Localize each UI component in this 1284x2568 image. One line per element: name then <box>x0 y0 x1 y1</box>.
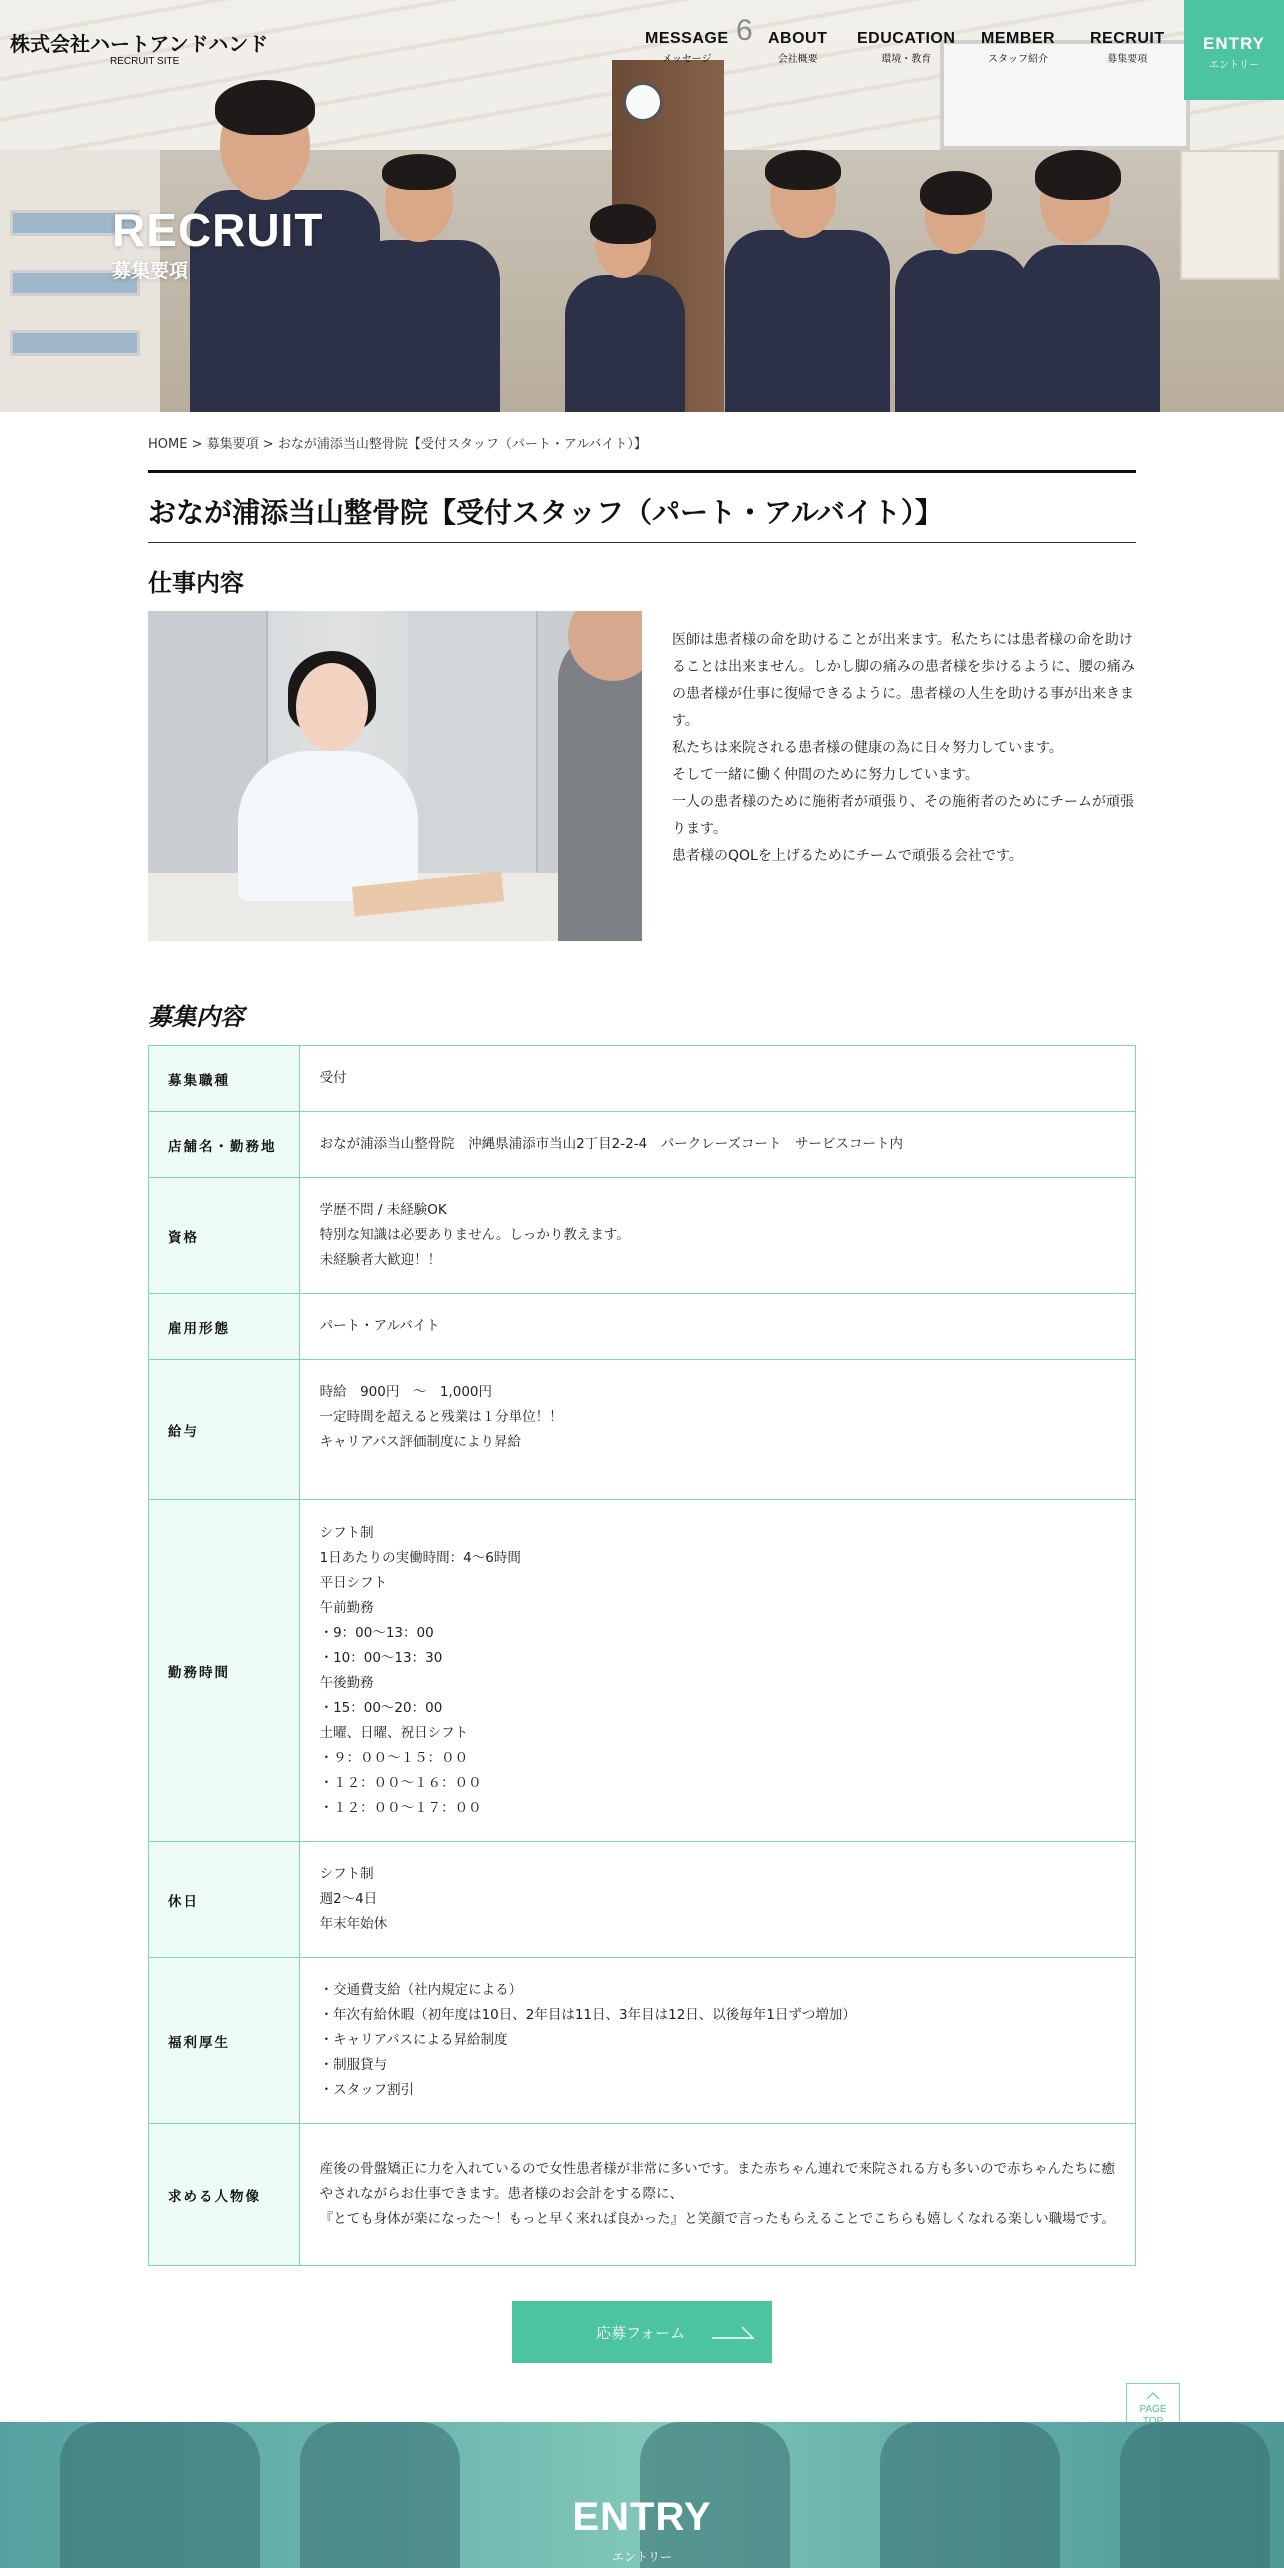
recruit-heading: 募集内容 <box>148 1003 244 1031</box>
nav-label-en: EDUCATION <box>857 30 956 47</box>
recruit-table-row <box>149 1178 1136 1294</box>
nav-education[interactable] <box>857 30 955 65</box>
recruit-table-row <box>149 1500 1136 1842</box>
hero-poster <box>1180 150 1280 280</box>
job-photo <box>148 611 642 941</box>
recruit-table-value-line: 未経験者大歓迎！！ <box>319 1252 442 1268</box>
recruit-table-value-line: シフト制 <box>319 1866 374 1882</box>
recruit-table-value-line: ・10：00～13：30 <box>319 1649 443 1666</box>
recruit-table-label: 福利厚生 <box>149 1958 300 2124</box>
nav-about[interactable] <box>768 30 827 65</box>
job-description <box>672 627 1136 870</box>
recruit-table-label: 求める人物像 <box>149 2124 300 2266</box>
breadcrumb-current: おなが浦添当山整骨院【受付スタッフ（パート・アルバイト）】 <box>277 437 647 452</box>
company-name: 株式会社ハートアンドハンド <box>10 32 269 56</box>
arrow-right-icon <box>712 2325 754 2339</box>
recruit-table-value-line: 年末年始休 <box>319 1916 388 1932</box>
breadcrumb-home[interactable]: HOME <box>148 437 188 452</box>
header-entry-button[interactable] <box>1184 0 1284 100</box>
job-description-paragraph: 私たちは来院される患者様の健康の為に日々努力しています。 <box>672 740 1063 756</box>
recruit-table-value <box>299 2124 1135 2266</box>
recruit-table-value-line: シフト制 <box>319 1524 374 1541</box>
recruit-table-value-line: 時給 900円 ～ 1,000円 <box>319 1383 492 1400</box>
hero-person <box>720 150 890 412</box>
entry-label-ja: エントリー <box>1209 60 1259 71</box>
nav-member[interactable] <box>981 30 1055 65</box>
recruit-table-value-line: ・15：00～20：00 <box>319 1699 443 1716</box>
global-nav <box>0 30 1284 70</box>
nav-label-ja: 募集要項 <box>1107 54 1148 65</box>
entry-banner-title[interactable]: ENTRY <box>572 2495 712 2539</box>
recruit-table-value-line: ・キャリアパスによる昇給制度 <box>319 2032 508 2048</box>
recruit-table-value <box>299 1842 1135 1958</box>
nav-recruit[interactable] <box>1090 30 1165 65</box>
recruit-table-value-line: ・交通費支給（社内規定による） <box>319 1982 523 1998</box>
recruit-table-value-line: 土曜、日曜、祝日シフト <box>319 1724 469 1741</box>
hero-shelf <box>10 330 140 356</box>
recruit-table-value-line: 一定時間を超えると残業は１分単位！！ <box>319 1408 563 1425</box>
recruit-table-value-line: 学歴不問 / 未経験OK <box>319 1202 447 1218</box>
recruit-table-value-line: ・制服貸与 <box>319 2057 388 2073</box>
recruit-table-label: 募集職種 <box>149 1046 300 1112</box>
recruit-table-value-line: 1日あたりの実働時間：4～6時間 <box>319 1549 521 1566</box>
recruit-table-row <box>149 1360 1136 1500</box>
nav-label-en: MESSAGE <box>645 30 729 47</box>
recruit-table <box>148 1045 1136 2266</box>
nav-label-ja: 環境・教育 <box>881 54 932 65</box>
recruit-table-value-line: 午後勤務 <box>319 1674 374 1691</box>
recruit-table-value-line: 産後の骨盤矯正に力を入れているので女性患者様が非常に多いです。また赤ちゃん連れで来院される方も多いので赤ちゃんたちに癒やされながらお仕事できます。患者様のお会計をする際に、 <box>319 2161 1115 2202</box>
recruit-table-value <box>299 1500 1135 1842</box>
photo-nurse <box>238 751 418 901</box>
recruit-table-value-line: 『とても身体が楽になった～！もっと早く来れば良かった』と笑顔で言ったもらえることでこちらも嬉しくなれる楽しい職場です。 <box>319 2211 1115 2227</box>
hero-subtitle: 募集要項 <box>112 260 189 282</box>
page-title: おなが浦添当山整骨院【受付スタッフ（パート・アルバイト）】 <box>148 496 943 529</box>
recruit-table-value <box>299 1112 1135 1178</box>
page-title-box <box>148 470 1136 543</box>
recruit-table-row <box>149 1842 1136 1958</box>
photo-nurse-face <box>296 663 368 751</box>
hero-person <box>340 160 500 412</box>
nav-label-ja: 会社概要 <box>777 54 818 65</box>
breadcrumb-separator: > <box>191 437 203 452</box>
recruit-table-value <box>299 1360 1135 1500</box>
hero-person <box>890 175 1030 412</box>
breadcrumb-separator: > <box>262 437 274 452</box>
entry-label-en: ENTRY <box>1203 34 1265 53</box>
nav-label-ja: メッセージ <box>662 54 712 65</box>
recruit-table-value-line: 午前勤務 <box>319 1599 374 1616</box>
recruit-table-row <box>149 1958 1136 2124</box>
recruit-table-value-line: おなが浦添当山整骨院 沖縄県浦添市当山2丁目2-2-4 パークレーズコート サービスコート内 <box>319 1136 904 1152</box>
recruit-table-value-line: ・年次有給休暇（初年度は10日、2年目は11日、3年目は12日、以後毎年1日ずつ増加） <box>319 2007 856 2023</box>
recruit-table-value <box>299 1294 1135 1360</box>
nav-label-ja: スタッフ紹介 <box>988 54 1049 65</box>
job-heading: 仕事内容 <box>148 569 244 597</box>
chevron-up-icon <box>1146 2392 1160 2400</box>
recruit-table-label: 資格 <box>149 1178 300 1294</box>
job-description-paragraph: 一人の患者様のために施術者が頑張り、その施術者のためにチームが頑張ります。 <box>672 794 1134 837</box>
recruit-table-value <box>299 1178 1135 1294</box>
hero-person <box>1010 150 1160 412</box>
recruit-site-label: RECRUIT SITE <box>110 56 180 67</box>
breadcrumb-recruit[interactable]: 募集要項 <box>206 437 259 452</box>
hero-title: RECRUIT <box>112 204 324 256</box>
recruit-table-label: 雇用形態 <box>149 1294 300 1360</box>
page-top-label: PAGE <box>1139 2404 1167 2415</box>
recruit-table-value-line: ・9：00～13：00 <box>319 1624 434 1641</box>
breadcrumb <box>148 433 647 452</box>
recruit-table-value-line: パート・アルバイト <box>319 1318 440 1334</box>
job-description-paragraph: 患者様のQOLを上げるためにチームで頑張る会社です。 <box>672 848 1023 864</box>
recruit-table-label: 給与 <box>149 1360 300 1500</box>
recruit-table-value-line: ・１２：００～１６：００ <box>319 1774 482 1791</box>
recruit-table-row <box>149 2124 1136 2266</box>
job-description-paragraph: そして一緒に働く仲間のために努力しています。 <box>672 767 979 783</box>
nav-label-en: ABOUT <box>768 30 828 47</box>
recruit-table-value <box>299 1046 1135 1112</box>
recruit-table-value-line: 平日シフト <box>319 1574 388 1591</box>
nav-message[interactable] <box>645 30 729 65</box>
recruit-table-value-line: キャリアパス評価制度により昇給 <box>319 1433 521 1450</box>
clock-icon <box>623 82 663 122</box>
recruit-table-row <box>149 1046 1136 1112</box>
job-description-paragraph: 医師は患者様の命を助けることが出来ます。私たちには患者様の命を助けることは出来ません。しかし脚の痛みの患者様を歩けるように、腰の痛みの患者様が仕事に復帰できるように。患者様の人生を助ける事が出来きます。 <box>672 632 1135 729</box>
recruit-table-label: 店舗名・勤務地 <box>149 1112 300 1178</box>
apply-form-label: 応募フォーム <box>596 2324 686 2342</box>
recruit-table-row <box>149 1294 1136 1360</box>
entry-banner-subtitle: エントリー <box>611 2550 672 2564</box>
recruit-table-row <box>149 1112 1136 1178</box>
hero-person <box>560 210 690 412</box>
recruit-table-label: 勤務時間 <box>149 1500 300 1842</box>
recruit-table-value-line: ・９：００～１５：００ <box>319 1749 469 1766</box>
recruit-table-value-line: 週2～4日 <box>319 1891 378 1907</box>
nav-label-en: RECRUIT <box>1090 30 1165 47</box>
overlay-number: 6 <box>736 14 753 47</box>
recruit-table-value-line <box>320 1455 1115 1480</box>
recruit-table-value-line: 受付 <box>319 1070 347 1086</box>
recruit-table-value <box>299 1958 1135 2124</box>
recruit-table-value-line: 特別な知識は必要ありません。しっかり教えます。 <box>319 1227 630 1243</box>
recruit-table-value-line: ・１２：００～１７：００ <box>319 1799 482 1816</box>
apply-form-button[interactable] <box>512 2301 772 2363</box>
recruit-table-label: 休日 <box>149 1842 300 1958</box>
nav-label-en: MEMBER <box>981 30 1056 47</box>
recruit-table-value-line: ・スタッフ割引 <box>319 2082 415 2098</box>
